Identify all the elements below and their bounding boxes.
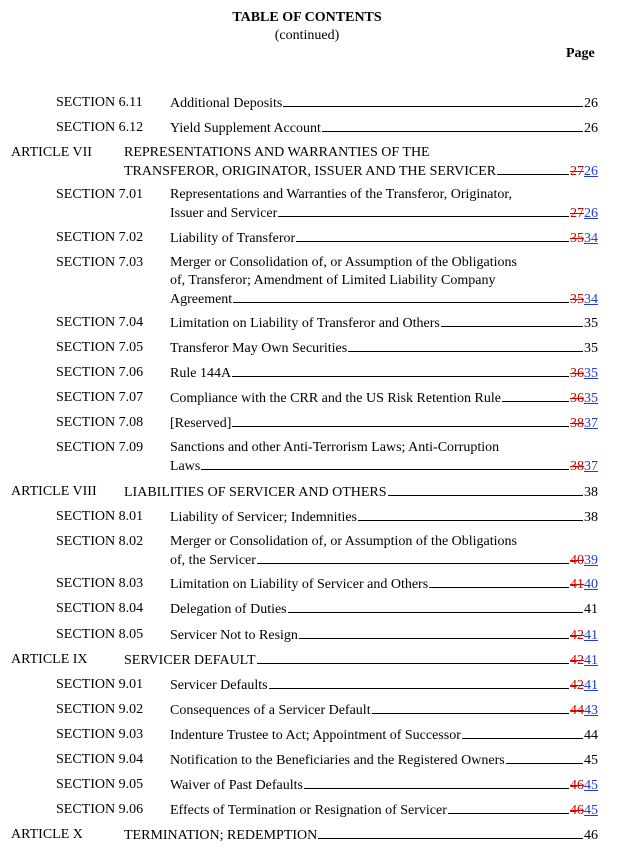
page-number: 38 xyxy=(584,510,598,525)
deleted-page-number: 44 xyxy=(570,703,584,718)
page-number xyxy=(570,802,598,820)
heading-line xyxy=(170,439,598,457)
section-number: SECTION 9.03 xyxy=(56,727,144,742)
deleted-page-number: 38 xyxy=(570,416,584,431)
toc-subtitle: (continued) xyxy=(274,28,340,43)
inserted-page-number: 43 xyxy=(584,703,598,718)
heading-text: Merger or Consolidation of, or Assumption of the Obligations xyxy=(170,534,517,549)
heading-text: LIABILITIES OF SERVICER AND OTHERS xyxy=(124,485,387,500)
inserted-page-number: 41 xyxy=(584,653,598,668)
page-number: 35 xyxy=(584,341,598,356)
leader-line xyxy=(201,457,569,470)
heading-line xyxy=(170,272,598,290)
inserted-page-number: 35 xyxy=(584,366,598,381)
page-number: 44 xyxy=(584,728,598,743)
heading-line xyxy=(170,575,598,594)
leader-line xyxy=(299,626,569,639)
inserted-page-number: 34 xyxy=(584,292,598,307)
page-number xyxy=(570,458,598,476)
leader-line xyxy=(318,826,583,839)
heading-text: REPRESENTATIONS AND WARRANTIES OF THE xyxy=(124,145,430,160)
heading-line xyxy=(170,600,598,619)
section-number: SECTION 8.01 xyxy=(56,509,144,524)
section-number: SECTION 7.02 xyxy=(56,230,144,245)
entry-heading xyxy=(170,575,598,594)
heading-line xyxy=(170,314,598,333)
section-number: SECTION 7.09 xyxy=(56,440,144,455)
heading-line xyxy=(170,254,598,272)
leader-line xyxy=(388,483,583,496)
section-number: SECTION 9.06 xyxy=(56,802,144,817)
deleted-page-number: 42 xyxy=(570,678,584,693)
inserted-page-number: 41 xyxy=(584,678,598,693)
heading-text: of, Transferor; Amendment of Limited Liability Company xyxy=(170,273,496,288)
section-number: SECTION 7.07 xyxy=(56,390,144,405)
page-column-header: Page xyxy=(566,46,595,61)
heading-line xyxy=(170,751,598,770)
heading-text: Limitation on Liability of Servicer and Others xyxy=(170,577,429,592)
leader-line xyxy=(232,364,569,377)
heading-line xyxy=(170,533,598,551)
heading-line xyxy=(170,389,598,408)
section-number: SECTION 8.02 xyxy=(56,534,144,549)
section-number: SECTION 7.06 xyxy=(56,365,144,380)
entry-heading xyxy=(170,801,598,820)
heading-text: Issuer and Servicer xyxy=(170,206,278,221)
inserted-page-number: 34 xyxy=(584,231,598,246)
section-number: SECTION 6.12 xyxy=(56,120,144,135)
page-number xyxy=(570,415,598,433)
heading-text: Compliance with the CRR and the US Risk Retention Rule xyxy=(170,391,501,406)
heading-text: Indenture Trustee to Act; Appointment of Successor xyxy=(170,728,461,743)
leader-line xyxy=(257,551,569,564)
entry-heading xyxy=(170,751,598,770)
leader-line xyxy=(278,204,569,217)
leader-line xyxy=(358,508,583,521)
leader-line xyxy=(448,801,569,814)
page-number: 41 xyxy=(584,602,598,617)
heading-line xyxy=(170,229,598,248)
inserted-page-number: 37 xyxy=(584,459,598,474)
entry-heading xyxy=(124,483,598,502)
deleted-page-number: 38 xyxy=(570,459,584,474)
deleted-page-number: 35 xyxy=(570,231,584,246)
leader-line xyxy=(304,776,569,789)
heading-line xyxy=(170,414,598,433)
heading-line xyxy=(170,801,598,820)
heading-line xyxy=(124,651,598,670)
leader-line xyxy=(506,751,583,764)
entry-heading xyxy=(124,826,598,845)
inserted-page-number: 45 xyxy=(584,803,598,818)
leader-line xyxy=(269,676,569,689)
page-number xyxy=(570,777,598,795)
leader-line xyxy=(497,162,569,175)
entry-heading xyxy=(170,314,598,333)
page-number xyxy=(570,702,598,720)
section-number: SECTION 7.08 xyxy=(56,415,144,430)
section-number: SECTION 7.05 xyxy=(56,340,144,355)
deleted-page-number: 46 xyxy=(570,803,584,818)
page-number xyxy=(570,552,598,570)
heading-line xyxy=(170,204,598,223)
heading-text: TERMINATION; REDEMPTION xyxy=(124,828,318,843)
heading-line xyxy=(170,776,598,795)
heading-text: Servicer Not to Resign xyxy=(170,628,298,643)
section-number: SECTION 6.11 xyxy=(56,95,143,110)
page-number xyxy=(570,291,598,309)
heading-text: Effects of Termination or Resignation of Servicer xyxy=(170,803,447,818)
section-number: SECTION 8.03 xyxy=(56,576,144,591)
section-number: SECTION 7.04 xyxy=(56,315,144,330)
leader-line xyxy=(296,229,569,242)
entry-heading xyxy=(170,94,598,113)
entry-heading xyxy=(170,508,598,527)
entry-heading xyxy=(124,144,598,181)
heading-line xyxy=(124,144,598,162)
entry-heading xyxy=(170,701,598,720)
entry-heading xyxy=(170,389,598,408)
toc-title: TABLE OF CONTENTS xyxy=(232,10,382,25)
heading-line xyxy=(124,483,598,502)
leader-line xyxy=(372,701,569,714)
deleted-page-number: 27 xyxy=(570,206,584,221)
entry-heading xyxy=(170,364,598,383)
page-number: 26 xyxy=(584,96,598,111)
article-number: ARTICLE X xyxy=(11,827,83,842)
heading-text: Servicer Defaults xyxy=(170,678,268,693)
page-number: 46 xyxy=(584,828,598,843)
page-number xyxy=(570,652,598,670)
entry-heading xyxy=(170,600,598,619)
inserted-page-number: 39 xyxy=(584,553,598,568)
heading-text: Agreement xyxy=(170,292,233,307)
heading-text: Liability of Transferor xyxy=(170,231,296,246)
section-number: SECTION 9.05 xyxy=(56,777,144,792)
heading-text: [Reserved] xyxy=(170,416,232,431)
inserted-page-number: 41 xyxy=(584,628,598,643)
section-number: SECTION 7.01 xyxy=(56,187,144,202)
page-number: 35 xyxy=(584,316,598,331)
page-number xyxy=(570,677,598,695)
heading-line xyxy=(170,339,598,358)
entry-heading xyxy=(170,414,598,433)
inserted-page-number: 37 xyxy=(584,416,598,431)
leader-line xyxy=(232,414,569,427)
leader-line xyxy=(283,94,583,107)
section-number: SECTION 9.01 xyxy=(56,677,144,692)
page-number xyxy=(570,230,598,248)
leader-line xyxy=(288,600,583,613)
heading-line xyxy=(170,119,598,138)
leader-line xyxy=(322,119,583,132)
heading-line xyxy=(170,457,598,476)
leader-line xyxy=(441,314,583,327)
heading-line xyxy=(124,162,598,181)
entry-heading xyxy=(170,186,598,223)
leader-line xyxy=(429,575,569,588)
entry-heading xyxy=(170,439,598,476)
deleted-page-number: 36 xyxy=(570,391,584,406)
entry-heading xyxy=(124,651,598,670)
deleted-page-number: 42 xyxy=(570,628,584,643)
heading-text: Representations and Warranties of the Transferor, Originator, xyxy=(170,187,512,202)
page-number xyxy=(570,627,598,645)
entry-heading xyxy=(170,119,598,138)
inserted-page-number: 26 xyxy=(584,206,598,221)
heading-text: Limitation on Liability of Transferor and Others xyxy=(170,316,440,331)
heading-text: SERVICER DEFAULT xyxy=(124,653,256,668)
heading-text: Consequences of a Servicer Default xyxy=(170,703,371,718)
deleted-page-number: 40 xyxy=(570,553,584,568)
section-number: SECTION 9.02 xyxy=(56,702,144,717)
entry-heading xyxy=(170,339,598,358)
page-number xyxy=(570,365,598,383)
page-number: 26 xyxy=(584,121,598,136)
heading-line xyxy=(170,676,598,695)
heading-text: Rule 144A xyxy=(170,366,232,381)
deleted-page-number: 41 xyxy=(570,577,584,592)
entry-heading xyxy=(170,676,598,695)
heading-text: Delegation of Duties xyxy=(170,602,287,617)
inserted-page-number: 45 xyxy=(584,778,598,793)
entry-heading xyxy=(170,626,598,645)
heading-text: of, the Servicer xyxy=(170,553,256,568)
leader-line xyxy=(462,726,583,739)
deleted-page-number: 35 xyxy=(570,292,584,307)
inserted-page-number: 40 xyxy=(584,577,598,592)
article-number: ARTICLE IX xyxy=(11,652,88,667)
leader-line xyxy=(257,651,569,664)
heading-text: Additional Deposits xyxy=(170,96,283,111)
article-number: ARTICLE VIII xyxy=(11,484,97,499)
section-number: SECTION 9.04 xyxy=(56,752,144,767)
inserted-page-number: 35 xyxy=(584,391,598,406)
heading-line xyxy=(170,726,598,745)
section-number: SECTION 7.03 xyxy=(56,255,144,270)
heading-text: Notification to the Beneficiaries and the Registered Owners xyxy=(170,753,505,768)
heading-text: Yield Supplement Account xyxy=(170,121,321,136)
heading-text: Transferor May Own Securities xyxy=(170,341,348,356)
heading-line xyxy=(170,364,598,383)
page-number: 38 xyxy=(584,485,598,500)
page-number xyxy=(570,576,598,594)
deleted-page-number: 27 xyxy=(570,164,584,179)
page-number: 45 xyxy=(584,753,598,768)
page-number xyxy=(570,205,598,223)
heading-text: Waiver of Past Defaults xyxy=(170,778,303,793)
entry-heading xyxy=(170,776,598,795)
heading-line xyxy=(170,290,598,309)
section-number: SECTION 8.04 xyxy=(56,601,144,616)
heading-text: Sanctions and other Anti-Terrorism Laws; Anti-Corruption xyxy=(170,440,500,455)
inserted-page-number: 26 xyxy=(584,164,598,179)
heading-text: Liability of Servicer; Indemnities xyxy=(170,510,358,525)
heading-line xyxy=(170,626,598,645)
entry-heading xyxy=(170,726,598,745)
page-number xyxy=(570,390,598,408)
entry-heading xyxy=(170,533,598,570)
leader-line xyxy=(502,389,569,402)
heading-line xyxy=(124,826,598,845)
deleted-page-number: 46 xyxy=(570,778,584,793)
heading-line xyxy=(170,94,598,113)
heading-text: Merger or Consolidation of, or Assumption of the Obligations xyxy=(170,255,517,270)
heading-text: Laws xyxy=(170,459,201,474)
heading-line xyxy=(170,186,598,204)
heading-line xyxy=(170,701,598,720)
deleted-page-number: 42 xyxy=(570,653,584,668)
heading-line xyxy=(170,508,598,527)
leader-line xyxy=(233,290,569,303)
heading-line xyxy=(170,551,598,570)
entry-heading xyxy=(170,229,598,248)
section-number: SECTION 8.05 xyxy=(56,627,144,642)
page-number xyxy=(570,163,598,181)
leader-line xyxy=(348,339,583,352)
deleted-page-number: 36 xyxy=(570,366,584,381)
heading-text: TRANSFEROR, ORIGINATOR, ISSUER AND THE SERVICER xyxy=(124,164,497,179)
article-number: ARTICLE VII xyxy=(11,145,92,160)
entry-heading xyxy=(170,254,598,309)
